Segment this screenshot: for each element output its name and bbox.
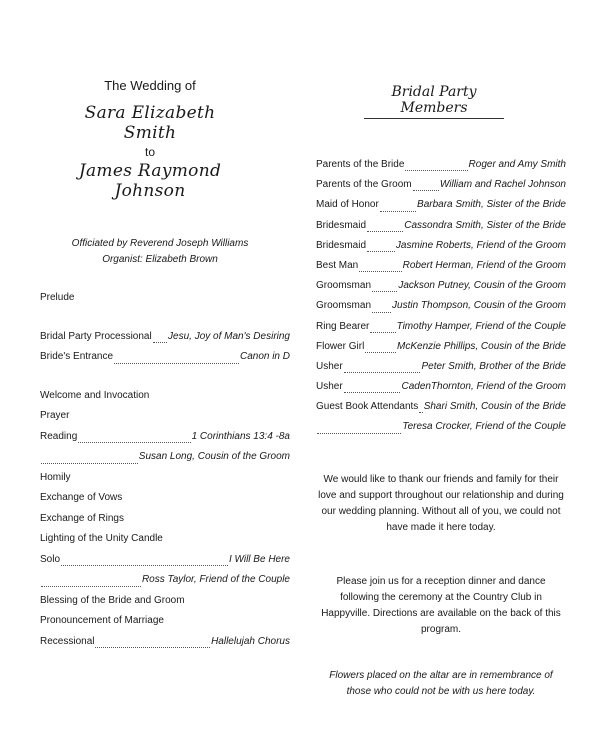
member-role: Parents of the Groom: [316, 179, 412, 191]
member-name: CadenThornton, Friend of the Groom: [401, 381, 566, 393]
member-name: Jasmine Roberts, Friend of the Groom: [395, 239, 566, 251]
flowers-paragraph: Flowers placed on the altar are in remembrance of those who could not be with us here today.: [329, 669, 553, 697]
leader-dots: [41, 462, 138, 464]
program-item: [40, 347, 290, 368]
program-item-label: Prayer: [40, 410, 70, 421]
program-item-value: I Will Be Here: [228, 553, 290, 565]
bridal-party-row: [316, 256, 566, 276]
program-item-label: Lighting of the Unity Candle: [40, 533, 163, 544]
member-name: Shari Smith, Cousin of the Bride: [423, 401, 566, 413]
reception-paragraph: Please join us for a reception dinner and dance following the ceremony at the Country Club in Happyville. Directions are available on the back of this program.: [321, 575, 561, 635]
program-item-label: Homily: [40, 471, 71, 483]
program-item-label: Reading: [40, 430, 78, 442]
bridal-party-row: [316, 195, 566, 215]
leader-dots: [370, 331, 395, 333]
officiant-block: [60, 236, 260, 268]
organist: Organist: Elizabeth Brown: [102, 254, 218, 265]
member-role: Groomsman: [316, 300, 372, 312]
member-role: Ring Bearer: [316, 320, 370, 332]
bridal-party-row: [316, 317, 566, 337]
leader-dots: [41, 585, 141, 587]
program-item-value: Hallelujah Chorus: [211, 635, 290, 647]
member-name: Cassondra Smith, Sister of the Bride: [404, 219, 566, 231]
program-item: [40, 611, 290, 632]
leader-dots: [344, 371, 421, 373]
order-of-service: [40, 288, 290, 652]
member-role: Usher: [316, 360, 343, 372]
program-item: [40, 570, 290, 591]
member-name: Timothy Hamper, Friend of the Couple: [396, 320, 566, 332]
right-column: [316, 84, 566, 700]
bridal-party-row: [316, 296, 566, 316]
program-item: [40, 427, 290, 448]
bride-name: Sara Elizabeth Smith: [84, 103, 216, 143]
program-item: [40, 550, 290, 571]
program-item-label: Recessional: [40, 635, 95, 647]
member-name: McKenzie Phillips, Cousin of the Bride: [397, 340, 566, 352]
bridal-party-row: [316, 397, 566, 417]
program-item: [40, 386, 290, 407]
program-spacer: [40, 368, 290, 386]
leader-dots: [153, 341, 167, 343]
program-item-value: 1 Corinthians 13:4 -8a: [191, 430, 290, 442]
member-role: Usher: [316, 381, 343, 393]
bridal-party-row: [316, 216, 566, 236]
thanks-paragraph: We would like to thank our friends and family for their love and support throughout our relationship and during our wedding planning. Without all of you, we could not have made it here today.: [318, 473, 564, 533]
bridal-party-row: [316, 417, 566, 437]
program-item: [40, 406, 290, 427]
program-item-label: Exchange of Vows: [40, 492, 123, 503]
program-item-label: Welcome and Invocation: [40, 389, 150, 401]
groom-name: James Raymond Johnson: [78, 161, 222, 201]
bridal-party-list: [316, 155, 566, 438]
bridal-party-title: Bridal Party Members: [364, 84, 504, 119]
leader-dots: [367, 230, 403, 232]
program-item-value: Ross Taylor, Friend of the Couple: [141, 574, 290, 585]
member-name: Peter Smith, Brother of the Bride: [421, 360, 566, 372]
bridal-party-row: [316, 276, 566, 296]
program-item: [40, 509, 290, 530]
program-item-value: Susan Long, Cousin of the Groom: [138, 451, 290, 462]
bridal-party-row: [316, 236, 566, 256]
bridal-party-row: [316, 175, 566, 195]
member-name: Robert Herman, Friend of the Groom: [402, 259, 566, 271]
bridal-party-row: [316, 337, 566, 357]
member-role: Bridesmaid: [316, 239, 367, 251]
program-item-label: Bride's Entrance: [40, 351, 114, 362]
member-name: William and Rachel Johnson: [439, 179, 566, 191]
program-spacer: [40, 309, 290, 327]
leader-dots: [372, 311, 391, 313]
member-role: Maid of Honor: [316, 199, 379, 211]
program-item-value: Jesu, Joy of Man's Desiring: [168, 330, 290, 342]
leader-dots: [317, 432, 401, 434]
to-text: to: [144, 145, 155, 159]
member-role: Bridesmaid: [316, 219, 367, 231]
member-role: Best Man: [316, 259, 359, 271]
member-role: Groomsman: [316, 280, 372, 292]
program-item-label: Solo: [40, 553, 61, 565]
program-item: [40, 591, 290, 612]
member-name: Jackson Putney, Cousin of the Groom: [398, 280, 566, 292]
member-name: Justin Thompson, Cousin of the Groom: [392, 300, 566, 312]
program-item: [40, 327, 290, 348]
program-item-label: Pronouncement of Marriage: [40, 615, 164, 626]
leader-dots: [367, 250, 395, 252]
member-role: Flower Girl: [316, 340, 365, 352]
leader-dots: [372, 290, 397, 292]
bridal-party-row: [316, 357, 566, 377]
wedding-header: [60, 78, 240, 201]
program-item: [40, 447, 290, 468]
leader-dots: [413, 189, 439, 191]
leader-dots: [380, 210, 416, 212]
member-name: Barbara Smith, Sister of the Bride: [417, 199, 566, 211]
leader-dots: [78, 441, 190, 443]
wedding-of-heading: The Wedding of: [104, 78, 196, 93]
leader-dots: [95, 646, 210, 648]
leader-dots: [419, 411, 422, 413]
bridal-party-row: [316, 155, 566, 175]
member-role: Guest Book Attendants: [316, 401, 419, 413]
program-item: [40, 632, 290, 653]
program-item-label: Blessing of the Bride and Groom: [40, 594, 185, 606]
leader-dots: [344, 391, 401, 393]
program-item: [40, 468, 290, 489]
program-item-label: Bridal Party Processional: [40, 330, 152, 342]
program-item: [40, 488, 290, 509]
leader-dots: [61, 564, 228, 566]
member-role: Parents of the Bride: [316, 159, 405, 170]
program-item-label: Prelude: [40, 292, 75, 303]
program-item: [40, 288, 290, 309]
leader-dots: [405, 169, 467, 171]
member-name: Teresa Crocker, Friend of the Couple: [402, 421, 566, 433]
leader-dots: [365, 351, 396, 353]
program-item: [40, 529, 290, 550]
officiated-by: Officiated by Reverend Joseph Williams: [71, 238, 249, 249]
member-name: Roger and Amy Smith: [468, 159, 566, 170]
leader-dots: [359, 270, 401, 272]
program-item-value: Canon in D: [239, 351, 290, 362]
bridal-party-row: [316, 377, 566, 397]
leader-dots: [114, 362, 239, 364]
program-item-label: Exchange of Rings: [40, 512, 124, 524]
